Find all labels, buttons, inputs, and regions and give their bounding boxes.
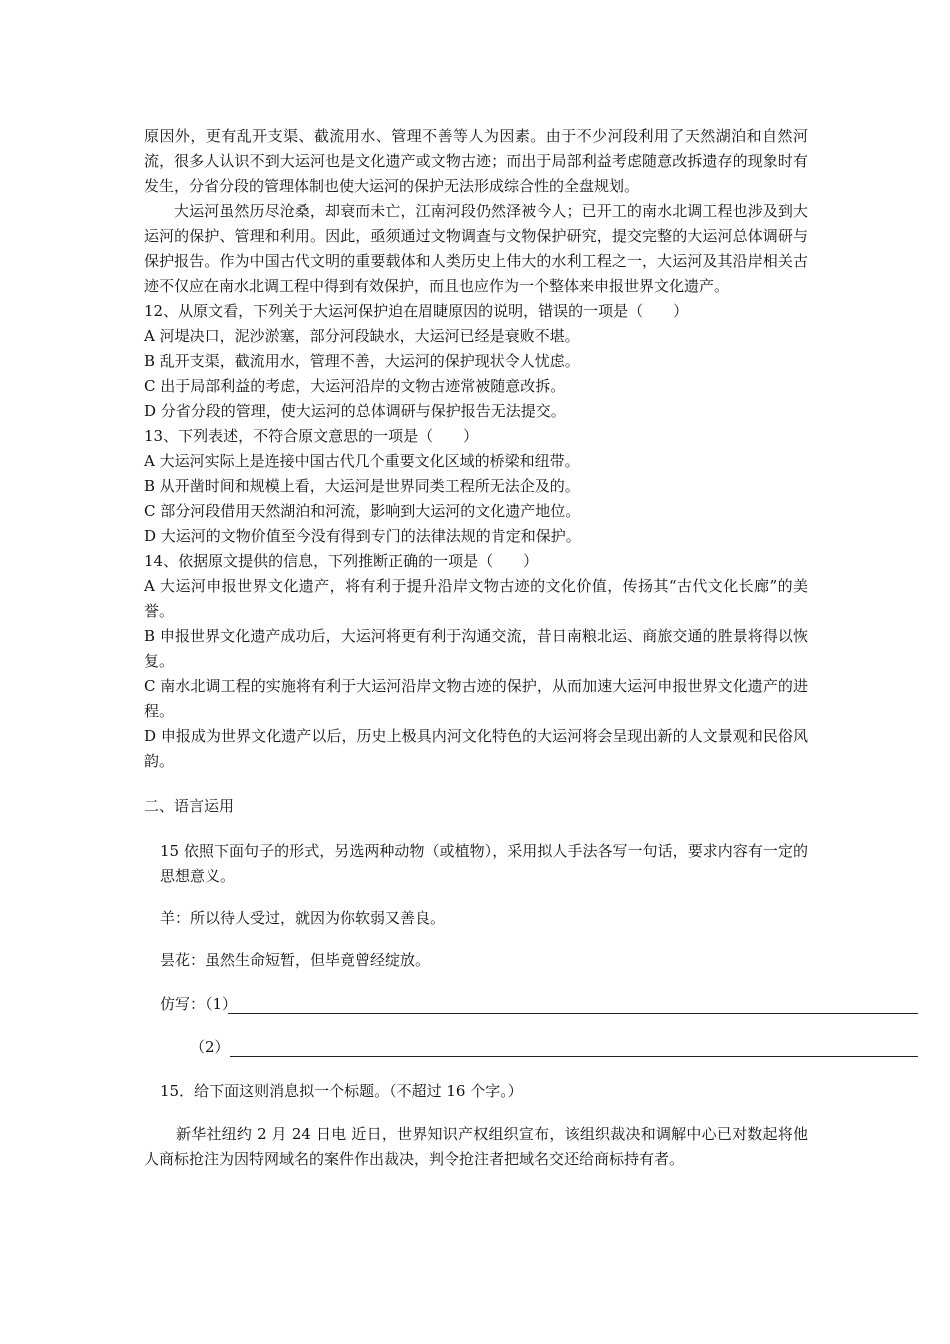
- example-sentence-2: 昙花：虽然生命短暂，但毕竟曾经绽放。: [160, 951, 431, 969]
- question-12: [144, 299, 808, 424]
- question-14-stem: 14、依据原文提供的信息，下列推断正确的一项是（ ）: [144, 552, 539, 570]
- question-14: [144, 549, 808, 774]
- question-13: [144, 424, 808, 549]
- question-14-option-c: C 南水北调工程的实施将有利于大运河沿岸文物古迹的保护，从而加速大运河申报世界文化遗产的进程。: [144, 677, 808, 720]
- question-13-option-a: A 大运河实际上是连接中国古代几个重要文化区域的桥梁和纽带。: [144, 452, 580, 470]
- question-12-stem: 12、从原文看，下列关于大运河保护迫在眉睫原因的说明，错误的一项是（ ）: [144, 302, 689, 320]
- imitation-label-2: （2）: [190, 1038, 230, 1056]
- imitation-label-1: 仿写：（1）: [160, 995, 238, 1013]
- imitation-line-1: [144, 992, 808, 1017]
- imitation-line-2: [144, 1035, 808, 1060]
- passage-paragraph-2: 大运河虽然历尽沧桑，却衰而未亡，江南河段仍然泽被今人；已开工的南水北调工程也涉及到大运河的保护、管理和利用。因此，亟须通过文物调查与文物保护研究，提交完整的大运河总体调研与保护报告。作为中国古代文明的重要载体和人类历史上伟大的水利工程之一，大运河及其沿岸相关古迹不仅应在南水北调工程中得到有效保护，而且也应作为一个整体来申报世界文化遗产。: [144, 202, 808, 295]
- section-heading: 二、语言运用: [144, 797, 235, 815]
- question-15-stem: 15 依照下面句子的形式，另选两种动物（或植物），采用拟人手法各写一句话，要求内容有一定的思想意义。: [160, 842, 808, 885]
- question-14-option-a: A 大运河申报世界文化遗产，将有利于提升沿岸文物古迹的文化价值，传扬其“古代文化长廊”的美誉。: [144, 577, 808, 620]
- question-12-option-d: D 分省分段的管理，使大运河的总体调研与保护报告无法提交。: [144, 402, 566, 420]
- question-14-option-b: B 申报世界文化遗产成功后，大运河将更有利于沟通交流，昔日南粮北运、商旅交通的胜景将得以恢复。: [144, 627, 808, 670]
- answer-blank-1[interactable]: [228, 1013, 918, 1014]
- example-sentence-1: 羊：所以待人受过，就因为你软弱又善良。: [160, 909, 446, 927]
- question-13-option-d: D 大运河的文物价值至今没有得到专门的法律法规的肯定和保护。: [144, 527, 581, 545]
- question-12-option-a: A 河堤决口，泥沙淤塞，部分河段缺水，大运河已经是衰败不堪。: [144, 327, 580, 345]
- question-14-option-d: D 申报成为世界文化遗产以后，历史上极具内河文化特色的大运河将会呈现出新的人文景观和民俗风韵。: [144, 727, 808, 770]
- passage-paragraph-1: 原因外，更有乱开支渠、截流用水、管理不善等人为因素。由于不少河段利用了天然湖泊和自然河流，很多人认识不到大运河也是文化遗产或文物古迹；而出于局部利益考虑随意改拆遗存的现象时有发生，分省分段的管理体制也使大运河的保护无法形成综合性的全盘规划。: [144, 127, 808, 195]
- question-12-option-b: B 乱开支渠，截流用水，管理不善，大运河的保护现状令人忧虑。: [144, 352, 580, 370]
- question-13-option-b: B 从开凿时间和规模上看，大运河是世界同类工程所无法企及的。: [144, 477, 580, 495]
- answer-blank-2[interactable]: [230, 1056, 918, 1057]
- question-12-option-c: C 出于局部利益的考虑，大运河沿岸的文物古迹常被随意改拆。: [144, 377, 566, 395]
- document-body: [144, 124, 808, 1172]
- question-13-stem: 13、下列表述，不符合原文意思的一项是（ ）: [144, 427, 479, 445]
- question-13-option-c: C 部分河段借用天然湖泊和河流，影响到大运河的文化遗产地位。: [144, 502, 581, 520]
- question-16-stem: 15．给下面这则消息拟一个标题。（不超过 16 个字。）: [160, 1082, 523, 1100]
- news-paragraph: 新华社纽约 2 月 24 日电 近日，世界知识产权组织宣布，该组织裁决和调解中心已对数起将他人商标抢注为因特网域名的案件作出裁决，判令抢注者把域名交还给商标持有者。: [144, 1125, 808, 1168]
